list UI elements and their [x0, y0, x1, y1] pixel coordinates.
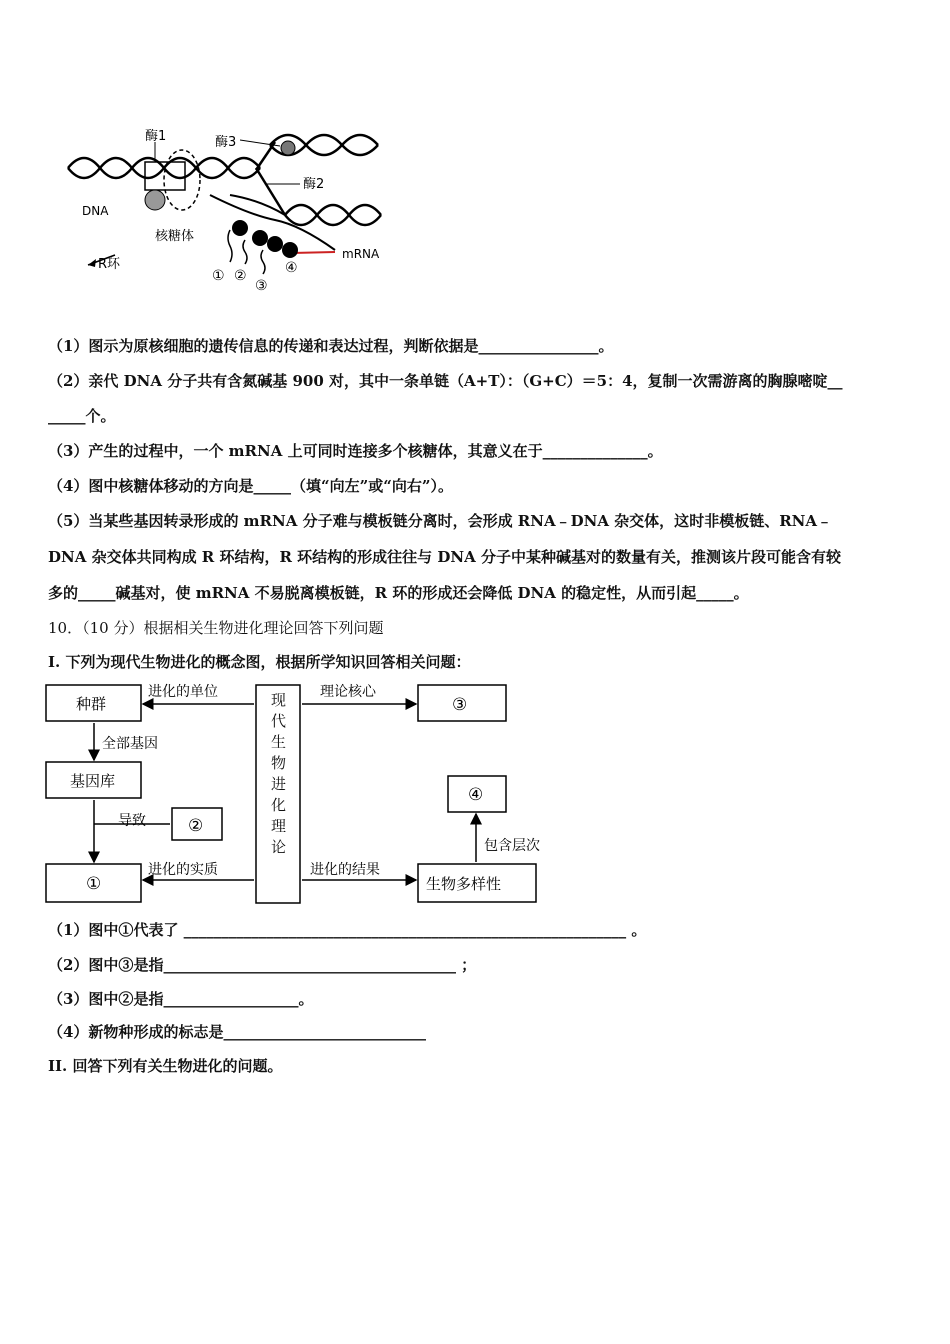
- q10-sub1: （1）图中①代表了 ___________________________________________________________ 。: [48, 921, 647, 939]
- arrow-label-all-genes: 全部基因: [102, 736, 158, 752]
- evolution-concept-map: [44, 680, 554, 910]
- biodiversity-box: 生物多样性: [426, 875, 502, 893]
- chain-4-label: ④: [285, 260, 298, 276]
- q9-part3: （3）产生的过程中，一个 mRNA 上可同时连接多个核糖体，其意义在于______________。: [48, 442, 663, 460]
- chain-3-label: ③: [255, 278, 268, 294]
- box-circle-4: ④: [468, 785, 484, 805]
- q9-part2a: （2）亲代 DNA 分子共有含氮碱基 900 对，其中一条单链（A+T）：（G+C）＝5：4，复制一次需游离的胸腺嘧啶__: [48, 372, 843, 390]
- box-circle-1: ①: [86, 874, 102, 894]
- q10-part1-heading: I. 下列为现代生物进化的概念图，根据所学知识回答相关问题：: [48, 653, 471, 671]
- q10-title: 10．（10 分）根据相关生物进化理论回答下列问题: [48, 619, 384, 637]
- q9-part1: （1）图示为原核细胞的遗传信息的传递和表达过程，判断依据是________________。: [48, 337, 614, 355]
- arrow-label-result: 进化的结果: [310, 862, 380, 878]
- arrow-label-lead-to: 导致: [118, 813, 146, 829]
- dna-label: DNA: [82, 204, 109, 218]
- q9-part4: （4）图中核糖体移动的方向是_____（填“向左”或“向右”）。: [48, 477, 453, 495]
- q10-sub4: （4）新物种形成的标志是___________________________: [48, 1023, 426, 1041]
- enzyme1-label: 酶1: [145, 129, 167, 144]
- box-circle-3: ③: [452, 695, 468, 715]
- chain-2-label: ②: [234, 268, 247, 284]
- population-box: 种群: [76, 695, 107, 713]
- q9-part5a: （5）当某些基因转录形成的 mRNA 分子难与模板链分离时，会形成 RNA﹣DNA 杂交体，这时非模板链、RNA﹣: [48, 512, 833, 530]
- ribosome-label: 核糖体: [155, 229, 195, 244]
- enzyme2-label: 酶2: [303, 177, 325, 192]
- q9-part5b: DNA 杂交体共同构成 R 环结构，R 环结构的形成往往与 DNA 分子中某种碱基对的数量有关，推测该片段可能含有较: [48, 548, 841, 566]
- r-loop-label: R环: [98, 257, 121, 272]
- center-theory-box: 现代生物进化理论: [269, 692, 287, 860]
- transcription-diagram: [60, 120, 390, 300]
- arrow-label-essence: 进化的实质: [148, 862, 218, 878]
- box-circle-2: ②: [188, 816, 204, 836]
- mrna-label: mRNA: [342, 247, 380, 261]
- q10-sub3: （3）图中②是指__________________。: [48, 990, 314, 1008]
- arrow-label-levels: 包含层次: [484, 838, 540, 854]
- q10-part2-heading: II. 回答下列有关生物进化的问题。: [48, 1057, 283, 1075]
- q10-sub2: （2）图中③是指_______________________________________ ；: [48, 956, 477, 974]
- q9-part5c: 多的_____碱基对，使 mRNA 不易脱离模板链，R 环的形成还会降低 DNA 的稳定性，从而引起_____。: [48, 584, 749, 602]
- arrow-label-unit: 进化的单位: [148, 684, 218, 700]
- enzyme3-label: 酶3: [215, 135, 237, 150]
- chain-1-label: ①: [212, 268, 225, 284]
- arrow-label-core: 理论核心: [320, 684, 376, 700]
- gene-pool-box: 基因库: [70, 772, 116, 790]
- q9-part2b: _____个。: [48, 407, 116, 425]
